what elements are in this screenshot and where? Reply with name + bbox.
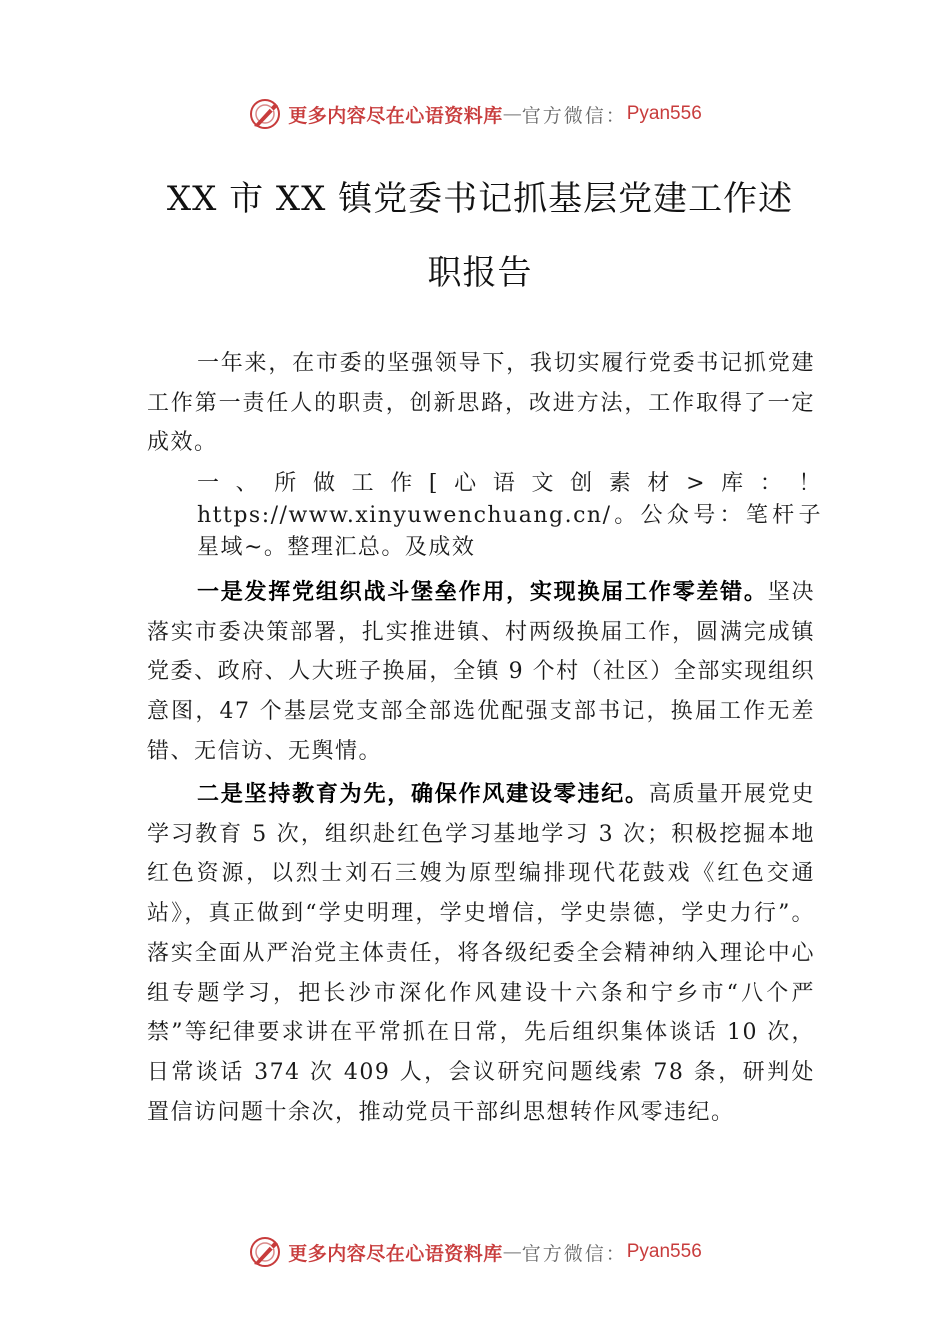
- document-title: [120, 162, 840, 310]
- title-line-2: 职报告: [427, 253, 533, 293]
- banner-wechat-id: Pyan556: [626, 103, 702, 124]
- work-item-2: [147, 775, 815, 1132]
- work-item-1: [147, 573, 815, 772]
- banner-lead-text: 更多内容尽在心语资料库: [288, 1242, 503, 1265]
- banner-dash: —: [502, 1241, 522, 1263]
- work-item-2-text: 高质量开展党史学习教育 5 次，组织赴红色学习基地学习 3 次；积极挖掘本地红色资源，以烈士刘石三嫂为原型编排现代花鼓戏《红色交通站》，真正做到“学史明理，学史增信，学史崇德，学史力行”。落实全面从严治党主体责任，将各级纪委全会精神纳入理论中心组专题学习，把长沙市深化作风建设十六条和宁乡市“八个严禁”等纪律要求讲在平常抓在日常，先后组织集体谈话 10 次，日常谈话 374 次 409 人，会议研究问题线索 78 条，研判处置信访问题十余次，推动党员干部纠思想转作风零违纪。: [147, 782, 815, 1125]
- title-line-1: XX 市 XX 镇党委书记抓基层党建工作述: [166, 179, 794, 219]
- banner-wechat-label: 官方微信：: [521, 104, 627, 127]
- quill-pen-logo-icon: [248, 1235, 282, 1269]
- work-item-2-heading: 二是坚持教育为先，确保作风建设零违纪。: [197, 781, 649, 807]
- watermark-banner-top: [0, 94, 950, 134]
- intro-paragraph: 一年来，在市委的坚强领导下，我切实履行党委书记抓党建工作第一责任人的职责，创新思路，改进方法，工作取得了一定成效。: [147, 351, 815, 456]
- work-item-1-heading: 一是发挥党组织战斗堡垒作用，实现换届工作零差错。: [197, 579, 768, 605]
- work-item-1-text: 坚决落实市委决策部署，扎实推进镇、村两级换届工作，圆满完成镇党委、政府、人大班子换届，全镇 9 个村（社区）全部实现组织意图，47 个基层党支部全部选优配强支部书记，换届工作无差错、无信访、无舆情。: [147, 580, 815, 764]
- watermark-banner-bottom: [0, 1232, 950, 1272]
- banner-wechat-label: 官方微信：: [521, 1242, 627, 1265]
- quill-pen-logo-icon: [248, 97, 282, 131]
- banner-lead-text: 更多内容尽在心语资料库: [288, 104, 503, 127]
- section-heading-1: 一、所做工作[心语文创素材>库：！https://www.xinyuwenchuang.cn/。公众号：笔杆子星域~。整理汇总。及成效: [197, 471, 822, 560]
- banner-dash: —: [502, 103, 522, 125]
- banner-wechat-id: Pyan556: [626, 1241, 702, 1262]
